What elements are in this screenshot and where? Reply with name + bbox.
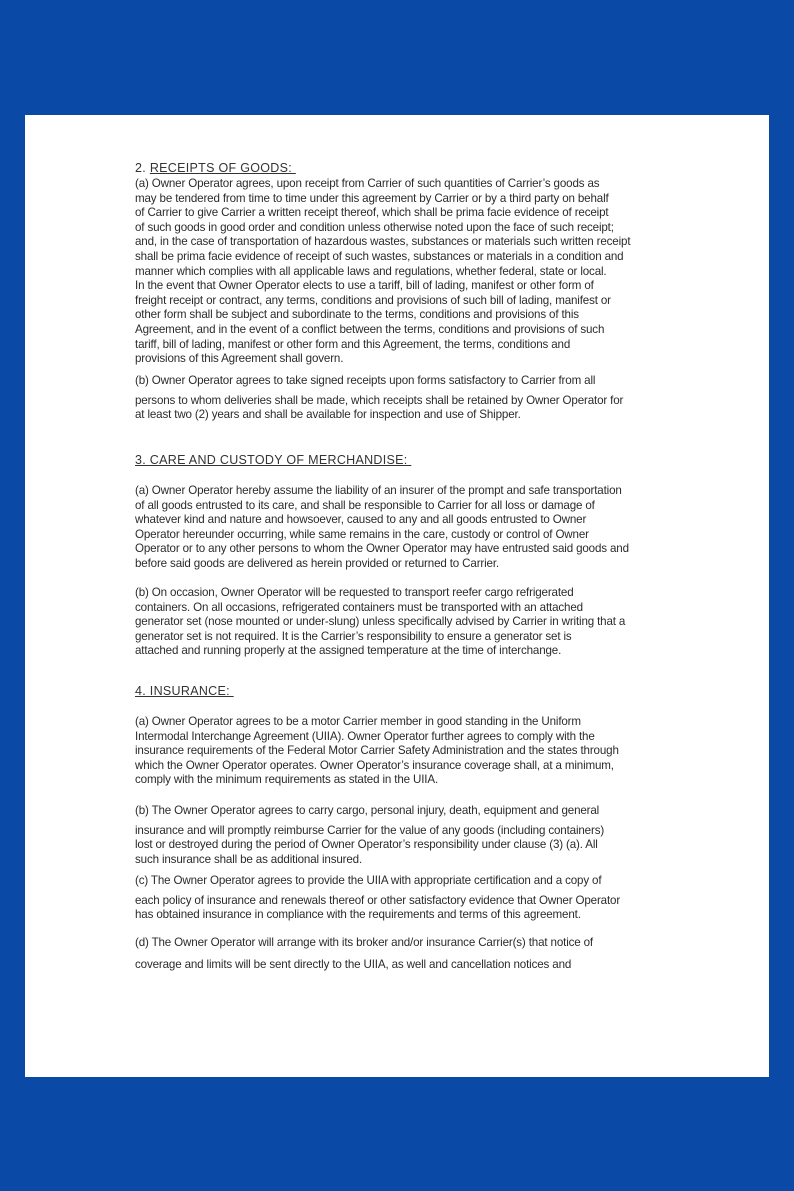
text-line: coverage and limits will be sent directly to the UIIA, as well and cancellation notices and <box>135 957 572 971</box>
paragraph-2a <box>135 177 630 367</box>
paragraph-3a <box>135 484 629 572</box>
text-line: at least two (2) years and shall be available for inspection and use of Shipper. <box>135 408 521 422</box>
text-line: of Carrier to give Carrier a written receipt thereof, which shall be prima facie evidence of receipt <box>135 206 609 220</box>
text-line: which the Owner Operator operates. Owner Operator’s insurance coverage shall, at a minimum, <box>135 758 614 772</box>
paragraph-4a <box>135 715 619 788</box>
text-line: (a) Owner Operator hereby assume the liability of an insurer of the prompt and safe transportation <box>135 484 622 497</box>
section-heading: 3. CARE AND CUSTODY OF MERCHANDISE: <box>135 453 412 467</box>
text-line: containers. On all occasions, refrigerated containers must be transported with an attached <box>135 600 583 614</box>
text-line: may be tendered from time to time under this agreement by Carrier or by a third party on behalf <box>135 191 609 205</box>
paragraph-4b <box>135 804 604 867</box>
text-line: provisions of this Agreement shall govern. <box>135 352 344 366</box>
paragraph-2b <box>135 374 623 423</box>
text-line: manner which complies with all applicable laws and regulations, whether federal, state or local. <box>135 264 607 278</box>
text-line: freight receipt or contract, any terms, conditions and provisions of such bill of lading, manifest or <box>135 293 611 307</box>
text-line: persons to whom deliveries shall be made, which receipts shall be retained by Owner Operator for <box>135 393 624 407</box>
section-heading: RECEIPTS OF GOODS: <box>149 161 296 175</box>
text-line: Operator hereunder occurring, while same remains in the care, custody or control of Owner <box>135 527 589 541</box>
text-line: (b) Owner Operator agrees to take signed receipts upon forms satisfactory to Carrier from all <box>135 374 596 387</box>
text-line: (a) Owner Operator agrees to be a motor Carrier member in good standing in the Uniform <box>135 715 581 728</box>
text-line: generator set is not required. It is the Carrier’s responsibility to ensure a generator set is <box>135 629 572 643</box>
text-line: has obtained insurance in compliance with the requirements and terms of this agreement. <box>135 908 581 922</box>
text-line: insurance and will promptly reimburse Carrier for the value of any goods (including containers) <box>135 823 605 837</box>
text-line: of such goods in good order and condition unless otherwise noted upon the face of such receipt; <box>135 220 614 234</box>
text-line: such insurance shall be as additional insured. <box>135 852 363 866</box>
text-line: (c) The Owner Operator agrees to provide the UIIA with appropriate certification and a copy of <box>135 874 602 887</box>
text-line: and, in the case of transportation of hazardous wastes, substances or materials such written receipt <box>135 235 631 249</box>
text-line: In the event that Owner Operator elects to use a tariff, bill of lading, manifest or other form of <box>135 279 594 293</box>
text-line: (a) Owner Operator agrees, upon receipt from Carrier of such quantities of Carrier’s goods as <box>135 177 600 190</box>
text-line: lost or destroyed during the period of Owner Operator’s responsibility under clause (3) (a). All <box>135 838 598 852</box>
text-line: Intermodal Interchange Agreement (UIIA). Owner Operator further agrees to comply with the <box>135 729 595 743</box>
text-line: (b) On occasion, Owner Operator will be requested to transport reefer cargo refrigerated <box>135 586 574 599</box>
section-2-heading <box>135 161 296 176</box>
text-line: (b) The Owner Operator agrees to carry cargo, personal injury, death, equipment and general <box>135 804 600 817</box>
text-line: each policy of insurance and renewals thereof or other satisfactory evidence that Owner Operator <box>135 893 621 907</box>
document-page <box>25 115 769 1077</box>
text-line: generator set (nose mounted or under-slung) unless specifically advised by Carrier in writing that a <box>135 615 626 629</box>
text-line: insurance requirements of the Federal Motor Carrier Safety Administration and the states through <box>135 744 619 758</box>
text-line: Agreement, and in the event of a conflict between the terms, conditions and provisions of such <box>135 322 605 336</box>
text-line: attached and running properly at the assigned temperature at the time of interchange. <box>135 644 562 658</box>
section-number: 2. <box>135 161 150 175</box>
text-line: before said goods are delivered as herein provided or returned to Carrier. <box>135 556 499 570</box>
section-3-heading <box>135 453 411 468</box>
text-line: tariff, bill of lading, manifest or other form and this Agreement, the terms, conditions and <box>135 337 571 351</box>
text-line: comply with the minimum requirements as stated in the UIIA. <box>135 773 439 787</box>
text-line: whatever kind and nature and howsoever, caused to any and all goods entrusted to Owner <box>135 513 587 527</box>
text-line: Operator or to any other persons to whom the Owner Operator may have entrusted said goods and <box>135 542 629 556</box>
text-line: of all goods entrusted to its care, and shall be responsible to Carrier for all loss or damage of <box>135 498 595 512</box>
text-line: (d) The Owner Operator will arrange with its broker and/or insurance Carrier(s) that notice of <box>135 936 594 949</box>
text-line: shall be prima facie evidence of receipt of such wastes, substances or materials in a condition and <box>135 249 624 263</box>
section-4-heading <box>135 684 234 699</box>
paragraph-4c <box>135 874 620 923</box>
text-line: other form shall be subject and subordinate to the terms, conditions and provisions of this <box>135 308 579 322</box>
section-heading: 4. INSURANCE: <box>135 684 234 698</box>
paragraph-4d <box>135 936 593 972</box>
paragraph-3b <box>135 586 625 659</box>
